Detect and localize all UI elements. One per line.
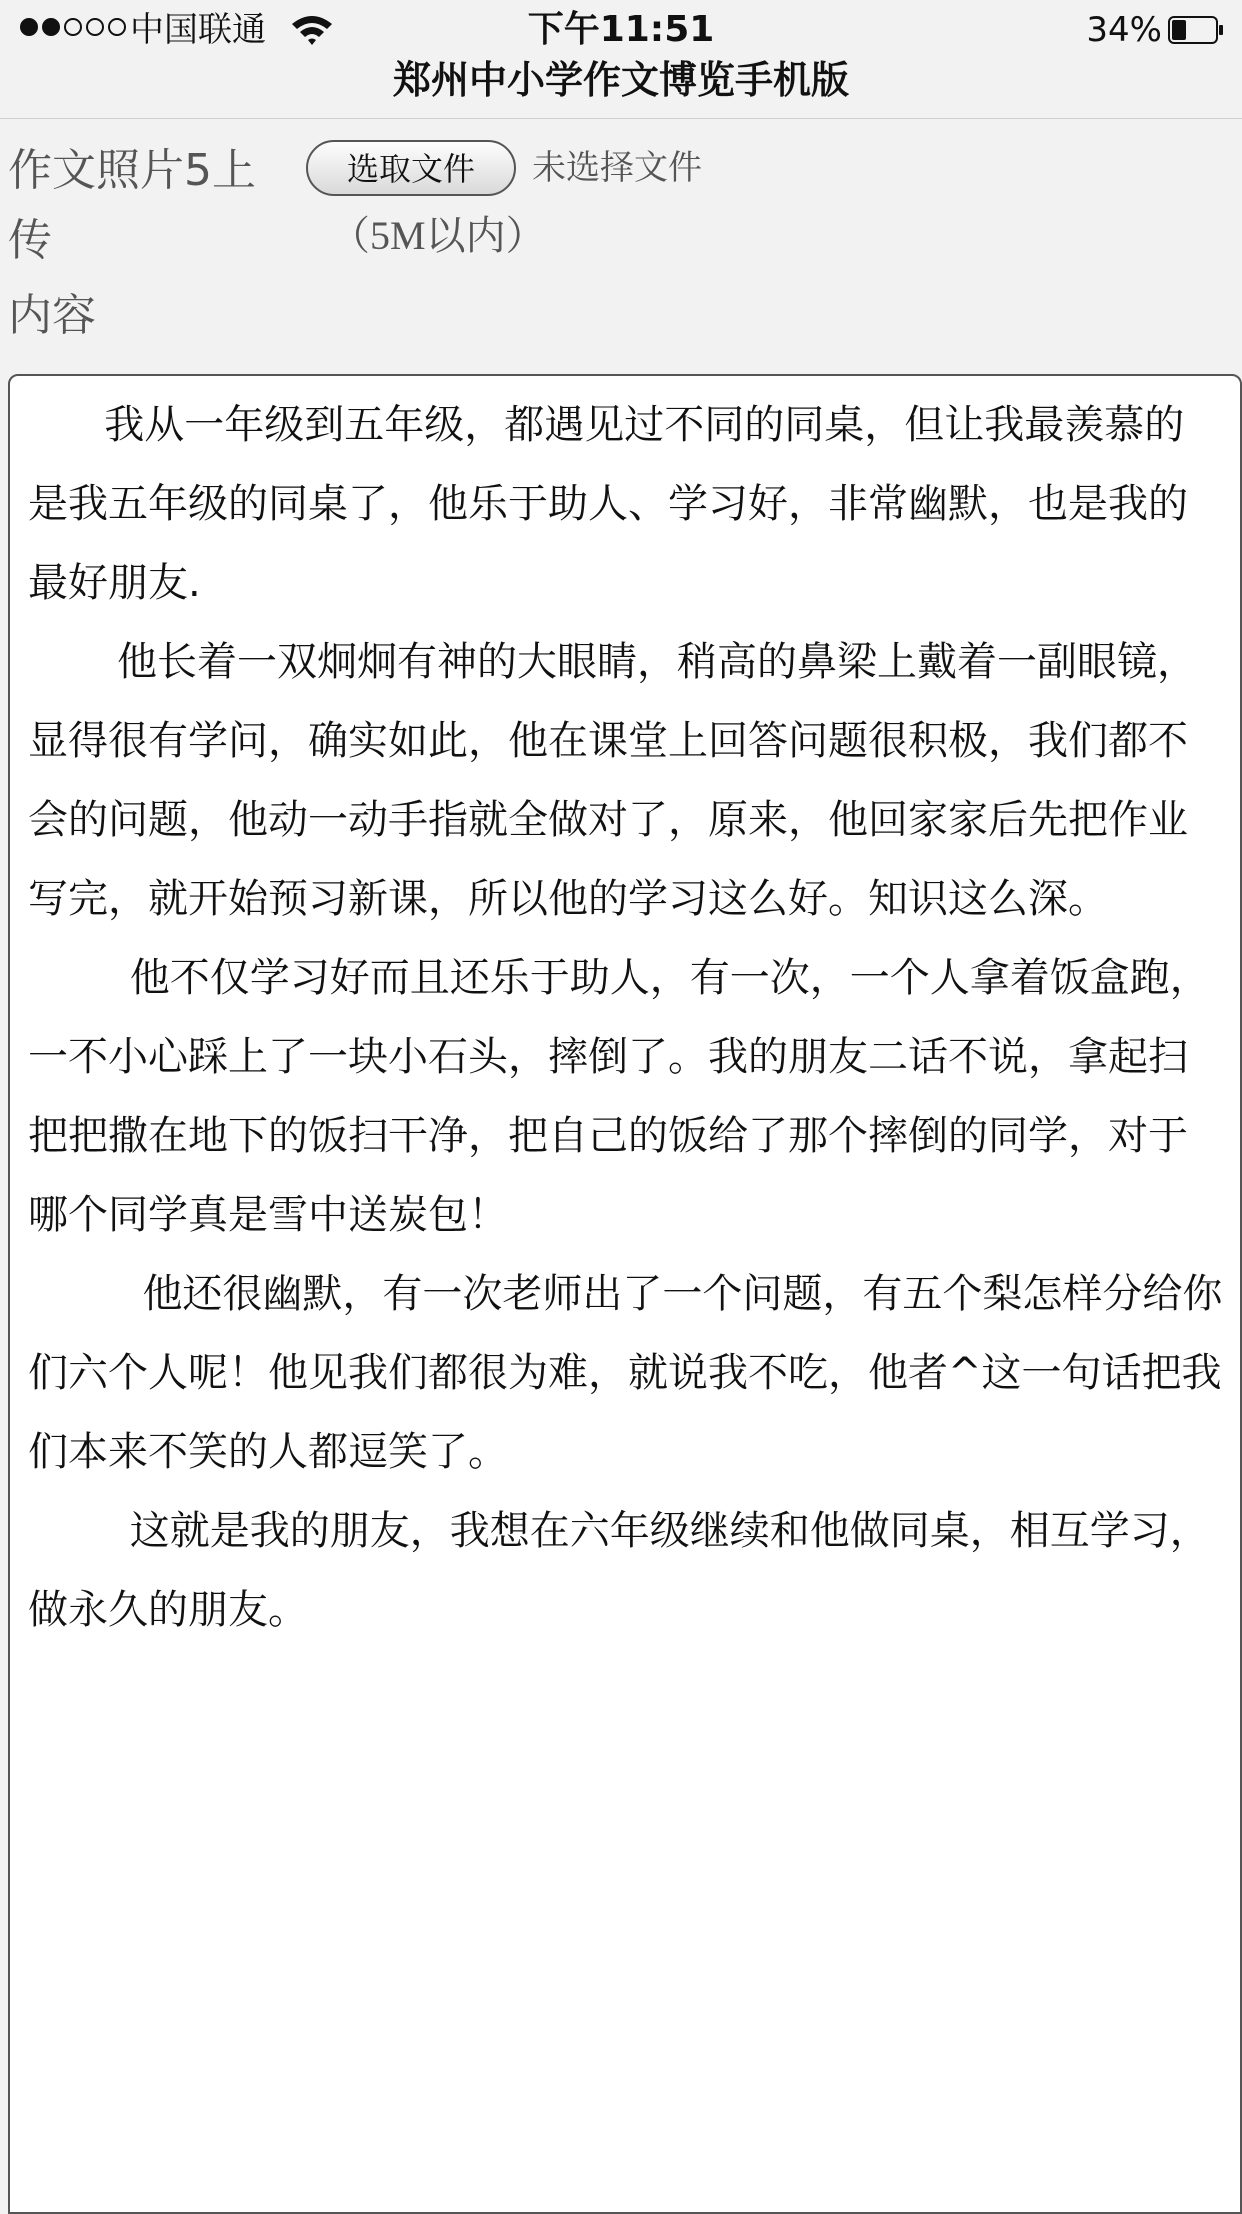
battery-icon <box>1168 16 1224 44</box>
photo-upload-row <box>0 130 1242 270</box>
choose-file-button[interactable]: 选取文件 <box>306 140 516 196</box>
content-paragraph: 他长着一双炯炯有神的大眼睛，稍高的鼻梁上戴着一副眼镜，显得很有学问，确实如此，他在课堂上回答问题很积极，我们都不会的问题，他动一动手指就全做对了，原来，他回家家后先把作业写完，就开始预习新课，所以他的学习这么好。知识这么深。 <box>28 639 1198 922</box>
battery-percentage: 34% <box>1086 10 1162 50</box>
file-size-limit-note: （5M以内） <box>330 213 546 258</box>
content-label: 内容 <box>8 290 96 341</box>
no-file-selected-text: 未选择文件 <box>532 148 702 188</box>
carrier-name: 中国联通 <box>130 10 266 50</box>
content-textarea[interactable] <box>8 374 1242 2214</box>
content-paragraph: 他不仅学习好而且还乐于助人，有一次，一个人拿着饭盒跑，一不小心踩上了一块小石头，摔倒了。我的朋友二话不说，拿起扫把把撒在地下的饭扫干净，把自己的饭给了那个摔倒的同学，对于哪个同学真是雪中送炭包！ <box>28 955 1210 1238</box>
photo-upload-label: 作文照片5上传 <box>8 145 256 266</box>
content-paragraph: 这就是我的朋友，我想在六年级继续和他做同桌，相互学习，做永久的朋友。 <box>28 1508 1210 1633</box>
content-paragraph: 我从一年级到五年级，都遇见过不同的同桌，但让我最羡慕的是我五年级的同桌了，他乐于助人、学习好，非常幽默，也是我的最好朋友. <box>28 402 1188 606</box>
content-paragraph: 他还很幽默，有一次老师出了一个问题，有五个梨怎样分给你们六个人呢！他见我们都很为难，就说我不吃，他者^这一句话把我们本来不笑的人都逗笑了。 <box>28 1271 1223 1475</box>
clock-time: 下午11:51 <box>527 9 715 50</box>
page-title: 郑州中小学作文博览手机版 <box>392 58 849 102</box>
nav-bar <box>0 52 1242 119</box>
